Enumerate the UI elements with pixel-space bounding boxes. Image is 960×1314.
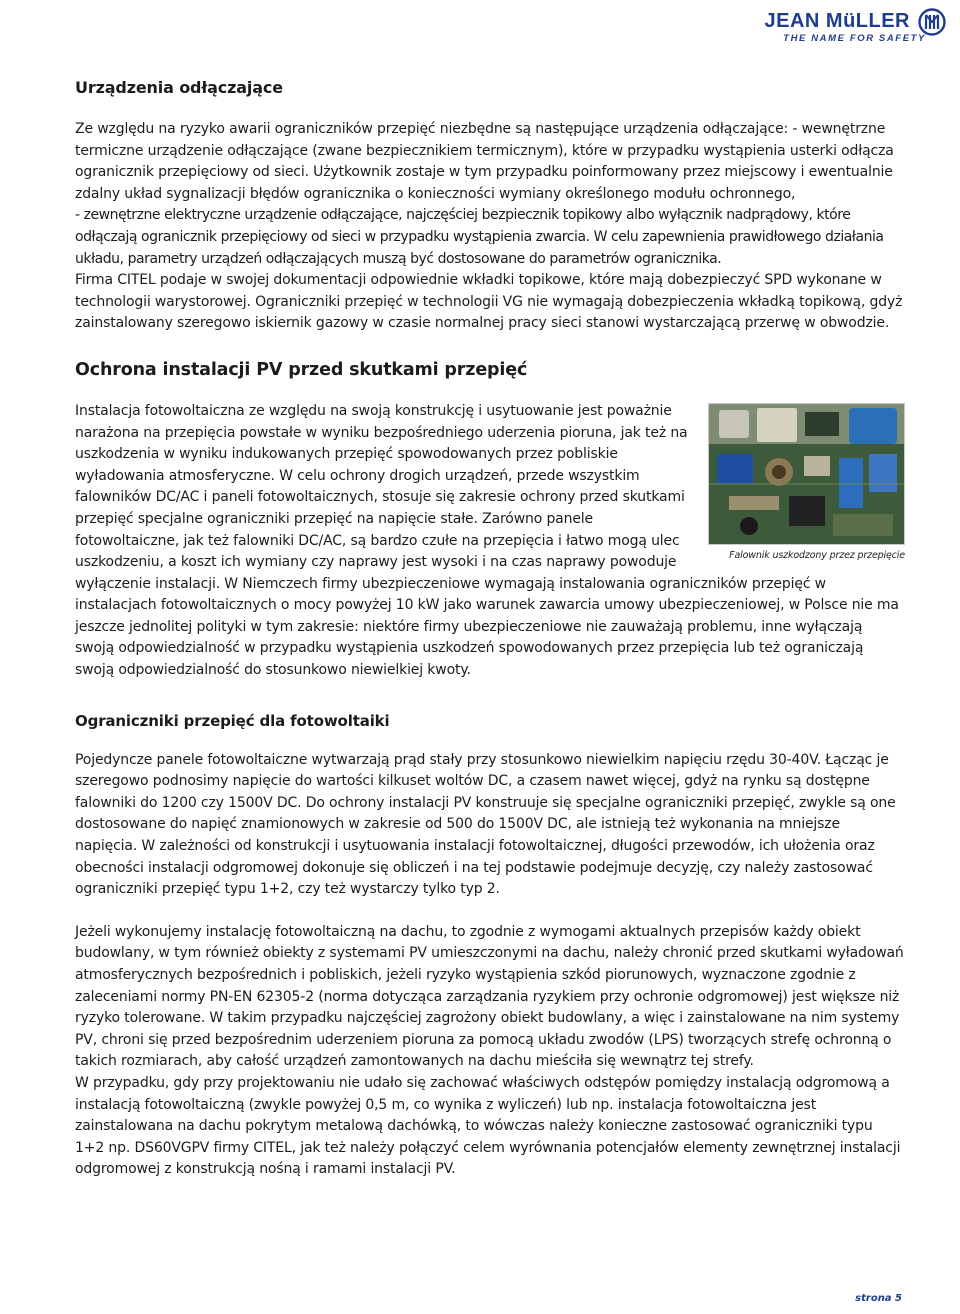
paragraph: W przypadku, gdy przy projektowaniu nie udało się zachować właściwych odstępów pomiędzy instalacją odgromową a instalacją fotowoltaiczną (zwykle powyżej 0,5 m, co wynika z wyliczeń) lub np. instalacja fotowoltaiczna jest zainstalowana na dachu pokrytym metalową dachówką, to wówczas należy konieczne zastosować ograniczniki typu 1+2 np. DS60VGPV firmy CITEL, jak też należy połączyć celem wyrównania potencjałów elementy zewnętrznej instalacji odgromowej z konstrukcją nośną i ramami instalacji PV.	[75, 1074, 901, 1178]
section-title-disconnectors: Urządzenia odłączające	[75, 78, 283, 97]
inverter-figure	[708, 403, 905, 563]
article-body	[75, 76, 905, 1181]
company-logo	[706, 6, 946, 46]
page-number: strona 5	[855, 1293, 902, 1304]
section-title-pv-surge-arresters: Ograniczniki przepięć dla fotowoltaiki	[75, 711, 390, 730]
paragraph: Firma CITEL podaje w swojej dokumentacji odpowiednie wkładki topikowe, które mają dobezpieczyć SPD wykonane w technologii warystorowej. Ograniczniki przepięć w technologii VG nie wymagają dobezpieczenia wkładką topikową, gdyż zainstalowany szeregowo iskiernik gazowy w czasie normalnej pracy sieci stanowi wystarczającą przerwę w obwodzie.	[75, 272, 903, 332]
figure-caption: Falownik uszkodzony przez przepięcie	[729, 549, 905, 561]
paragraph: Instalacja fotowoltaiczna ze względu na swoją konstrukcję i usytuowanie jest poważnie narażona na przepięcia powstałe w wyniku bezpośredniego uderzenia pioruna, jak też na uszkodzenia w wyniku indukowanych przepięć spowodowanych przez pobliskie wyładowania atmosferyczne. W celu ochrony drogich urządzeń, przede wszystkim falowników DC/AC i paneli fotowoltaicznych, stosuje się zakresie ochrony przed skutkami przepięć specjalne ograniczniki przepięć na napięcie stałe. Zarówno panele fotowoltaiczne, jak też falowniki DC/AC, są bardzo czułe na przepięcia i łatwo mogą ulec uszkodzeniu, a koszt ich wymiany czy naprawy jest wysoki i na czas naprawy powoduje wyłączenie instalacji. W Niemczech firmy ubezpieczeniowe wymagają instalowania ograniczników przepięć w instalacjach fotowoltaicznych o mocy powyżej 10 kW jako warunek zawarcia umowy ubezpieczeniowej, w Polsce nie ma jeszcze jednolitej polityki w tym zakresie: niektóre firmy ubezpieczeniowe nie zauważają problemu, inne wyłączają swoją odpowiedzialność w przypadku wystąpienia uszkodzeń spowodowanych przez przepięcia lub też ograniczają swoją odpowiedzialność do stosunkowo niewielkiej kwoty.	[75, 402, 899, 679]
logo-emblem-icon	[918, 8, 946, 36]
paragraph: Ze względu na ryzyko awarii ograniczników przepięć niezbędne są następujące urządzenia odłączające: - wewnętrzne termiczne urządzenie odłączające (zwane bezpiecznikiem termicznym), które w przypadku wystąpienia usterki odłącza ogranicznik przepięciowy od sieci. Użytkownik zostaje w tym przypadku poinformowany przez miejscowy i ewentualnie zdalny układ sygnalizacji błędów ogranicznika o konieczności wymiany określonego modułu ochronnego,	[75, 121, 894, 202]
paragraph: Jeżeli wykonujemy instalację fotowoltaiczną na dachu, to zgodnie z wymogami aktualnych przepisów każdy obiekt budowlany, w tym również obiekty z systemami PV umieszczonymi na dachu, należy chronić przed skutkami wyładowań atmosferycznych bezpośrednich i pobliskich, jeżeli ryzyko wystąpienia szkód piorunowych, wyznaczone zgodnie z zaleceniami normy PN-EN 62305-2 (norma dotycząca zarządzania ryzykiem przy ochronie odgromowej) jest większe niż ryzyko tolerowane. W takim przypadku najczęściej zagrożony obiekt budowlany, a więc i zainstalowane na nim systemy PV, chroni się przed bezpośrednim uderzeniem pioruna za pomocą układu zwodów (LPS) tworzących strefę ochronną o takich rozmiarach, aby całość urządzeń zamontowanych na dachu mieściła się wewnątrz tej strefy.	[75, 923, 904, 1070]
logo-wordmark: JEAN MüLLER	[764, 10, 910, 32]
damaged-inverter-photo	[708, 403, 905, 545]
paragraph: Pojedyncze panele fotowoltaiczne wytwarzają prąd stały przy stosunkowo niewielkim napięciu rzędu 30-40V. Łącząc je szeregowo podnosimy napięcie do wartości kilkuset woltów DC, a czasem nawet więcej, gdyż na rynku są dostępne falowniki do 1200 czy 1500V DC. Do ochrony instalacji PV konstruuje się specjalne ograniczniki przepięć, zwykle są one dostosowane do napięć znamionowych w zakresie od 500 do 1500V DC, ale istnieją też wykonania na mniejsze napięcia. W zależności od konstrukcji i usytuowania instalacji fotowoltaicznej, długości przewodów, ich ułożenia oraz obecności instalacji odgromowej dokonuje się obliczeń i na tej podstawie podejmuje decyzję, czy należy zastosować ograniczniki przepięć typu 1+2, czy też wystarczy tylko typ 2.	[75, 751, 896, 898]
logo-tagline: THE NAME FOR SAFETY	[783, 33, 926, 44]
paragraph: - zewnętrzne elektryczne urządzenie odłączające, najczęściej bezpiecznik topikowy albo wyłącznik nadprądowy, które odłączają ogranicznik przepięciowy od sieci w przypadku wystąpienia zwarcia. W celu zapewnienia prawidłowego działania układu, parametry urządzeń odłączających muszą być dostosowane do parametrów ogranicznika.	[75, 207, 884, 267]
section-title-pv-protection: Ochrona instalacji PV przed skutkami przepięć	[75, 359, 528, 380]
